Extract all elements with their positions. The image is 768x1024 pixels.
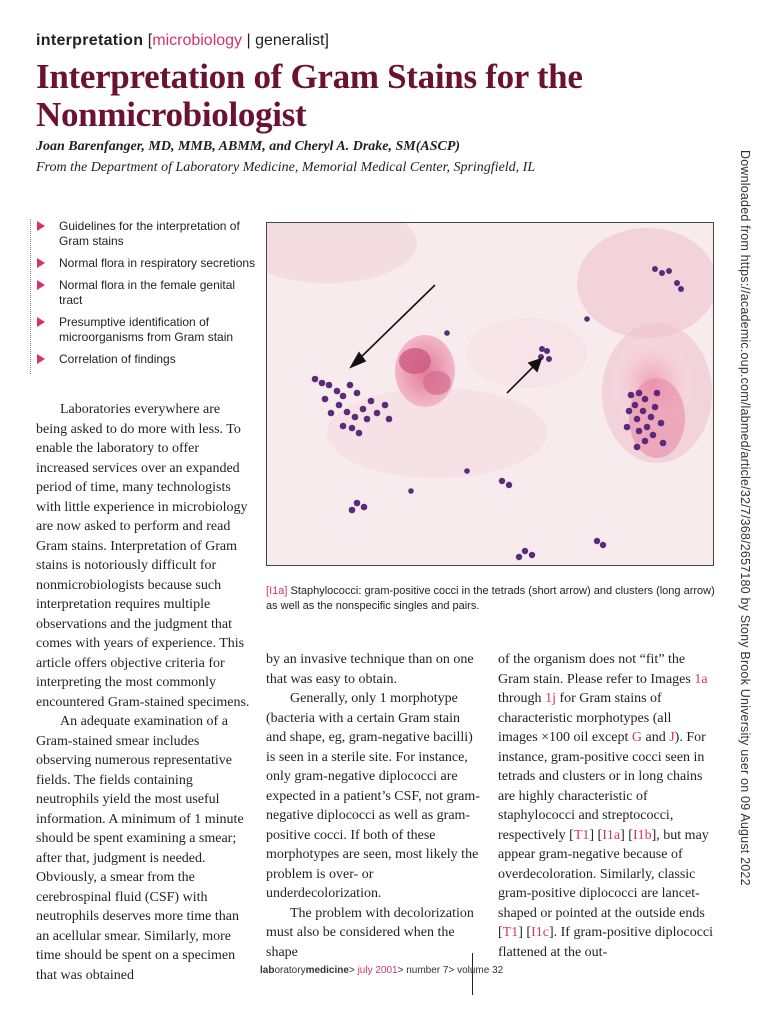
download-notice: Downloaded from https://academic.oup.com/labmed/article/32/7/368/2657180 by Stony Brook University user on 09 August 2022 [738,150,752,886]
category-label: microbiology [152,32,243,49]
body-column-1 [36,400,250,985]
body-column-3 [498,650,714,962]
page-footer: laboratorymedicine> july 2001> number 7> volume 32 [260,965,504,976]
figure-ref-bracket-open: [ [266,585,270,597]
triangle-bullet-icon [37,221,45,231]
figure-ref-bracket-close: ] [284,585,288,597]
paragraph: The problem with decolorization must also be considered when the shape [266,905,474,960]
affiliation: From the Department of Laboratory Medicine, Memorial Medical Center, Springfield, IL [36,160,536,175]
gram-stain-micrograph [266,222,714,566]
footer-issue: > number 7> volume 32 [397,965,504,976]
image-ref-link[interactable]: I1a [602,827,621,843]
figure-ref[interactable]: I1a [269,585,285,597]
footer-medicine: medicine [305,965,349,976]
footer-oratory: oratory [274,965,306,976]
triangle-bullet-icon [37,258,45,268]
footer-date: july 2001 [357,965,398,976]
highlight-item: Normal flora in respiratory secretions [31,256,256,271]
image-ref-link[interactable]: I1c [531,925,549,940]
image-ref-link[interactable]: G [631,730,642,745]
triangle-bullet-icon [37,354,45,364]
image-ref-link[interactable]: I1b [632,827,652,843]
highlight-item: Presumptive identification of microorganisms from Gram stain [31,315,256,345]
section-label: interpretation [36,32,144,49]
image-ref-link[interactable]: J [669,730,675,745]
bracket-close: ] [324,32,329,49]
highlight-item: Correlation of findings [31,352,256,367]
highlights-list [30,219,256,374]
audience-label: generalist [255,32,325,49]
body-column-2 [266,650,482,962]
article-title: Interpretation of Gram Stains for the Nonmicrobiologist [36,57,583,134]
paragraph: of the organism does not “fit” the Gram stain. Please refer to Images 1a through 1j for Gram stains of characteristic morphotypes (all images ×100 oil except G and J). For instance, gram-positive cocci seen in tetrads and clusters or in long chains are highly characteristic of staphylococci and streptococci, respectively [T1] [I1a] [I1b], but may appear gram-negative because of overdecoloration. Similarly, classic gram-positive diplococci are lancet-shaped or pointed at the outside ends [T1] [I1c]. If gram-positive diplococci flattened at the out- [498,652,714,960]
triangle-bullet-icon [37,280,45,290]
table-ref-link[interactable]: T1 [573,827,590,843]
paragraph: Laboratories everywhere are being asked to do more with less. To enable the laboratory to offer increased services over an expanded period of time, many technologists with little experience in microbiology are now asked to perform and read Gram stains. Interpretation of Gram stains is notoriously difficult for nonmicrobiologists because such interpretation requires multiple observations and the judgment that comes with years of experience. This article offers objective criteria for interpreting the most commonly encountered Gram-stained specimens. [36,402,250,710]
figure-caption-text: Staphylococci: gram-positive cocci in the tetrads (short arrow) and clusters (long arrow) as well as the nonspecific singles and pairs. [266,585,715,612]
highlight-item: Normal flora in the female genital tract [31,278,256,308]
image-ref-link[interactable]: 1j [545,691,556,706]
micrograph-image [267,223,714,566]
footer-lab: lab [260,965,275,976]
bracket-open: [ [147,32,153,49]
paragraph: An adequate examination of a Gram-stained smear includes observing numerous representative fields. The fields containing neutrophils yield the most useful information. A minimum of 1 minute should be spent examining a smear; after that, judgment is needed. Obviously, a smear from the cerebrospinal fluid (CSF) with neutrophils deserves more time than an acellular smear. Similarly, more time should be spent on a specimen that was obtained [36,714,244,983]
table-ref-link[interactable]: T1 [502,925,519,940]
triangle-bullet-icon [37,317,45,327]
section-kicker [36,32,329,50]
authors: Joan Barenfanger, MD, MMB, ABMM, and Cheryl A. Drake, SM(ASCP) [36,139,461,154]
highlight-item: Guidelines for the interpretation of Gram stains [31,219,256,249]
image-ref-link[interactable]: 1a [694,671,708,687]
paragraph: by an invasive technique than on one that was easy to obtain. [266,652,474,687]
figure-caption [266,584,716,614]
kicker-separator: | [242,32,256,49]
paragraph: Generally, only 1 morphotype (bacteria with a certain Gram stain and shape, eg, gram-negative bacilli) is seen in a sterile site. For instance, only gram-negative diplococci are expected in a patient’s CSF, not gram-negative diplococci as well as gram-positive cocci. If both of these morphotypes are seen, most likely the problem is over- or underdecolorization. [266,691,480,901]
